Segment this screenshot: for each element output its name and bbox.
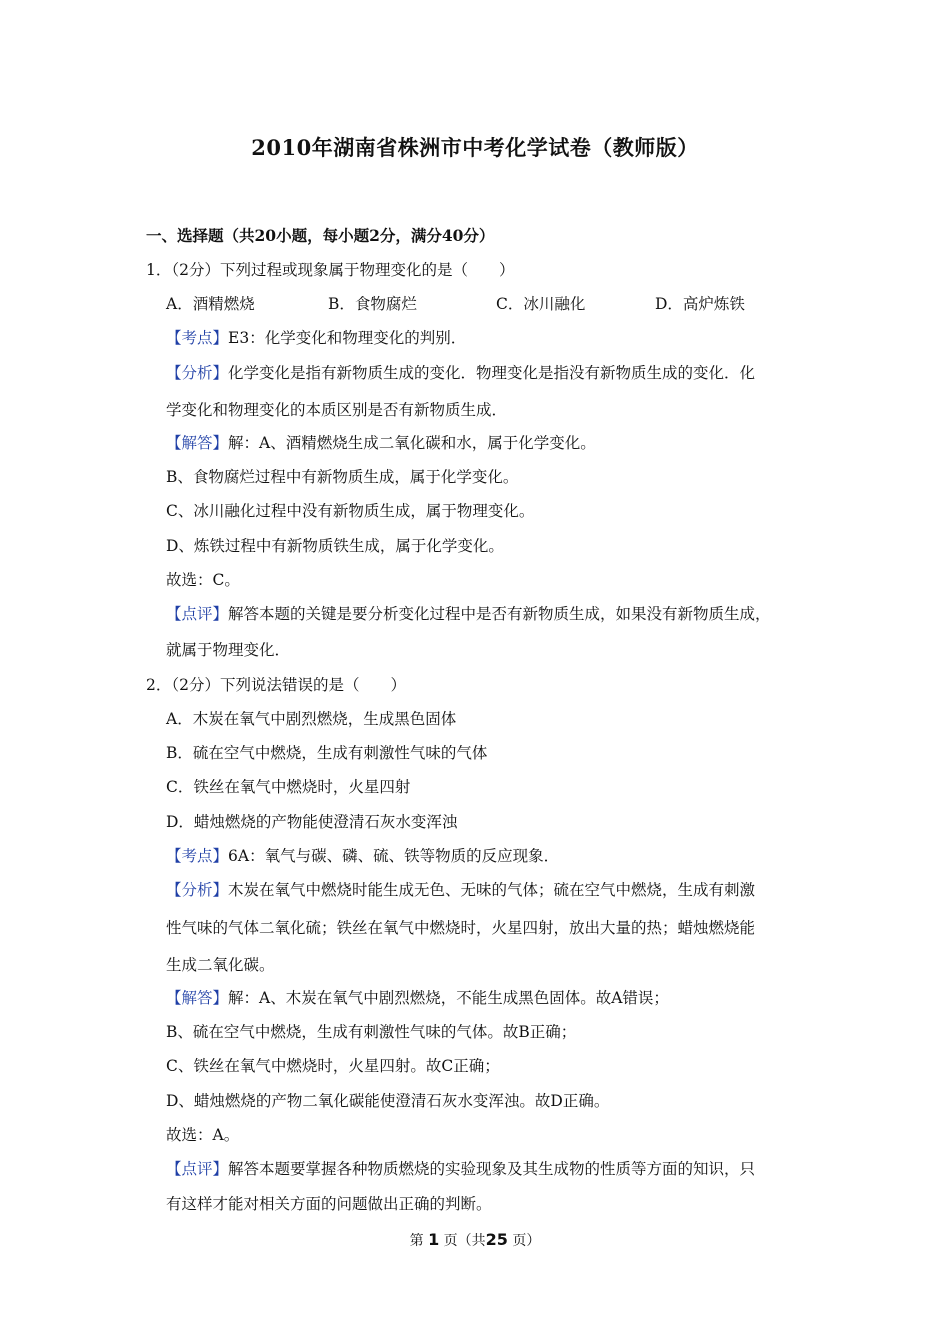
question-1-dianping-cont: 就属于物理变化． [166,641,291,659]
question-2-kaodian [166,844,559,866]
dianping-tag: 【点评】 [166,605,229,623]
question-1-option-a: A．酒精燃烧 [166,295,255,313]
jieda-text: 解：A、木炭在氧气中剧烈燃烧，不能生成黑色固体。故A错误； [228,989,669,1007]
question-2-stem: 2．（2分）下列说法错误的是（ ） [146,676,406,694]
kaodian-tag: 【考点】 [166,847,229,865]
footer-suffix: 页） [512,1233,541,1249]
question-1-jieda-c: C、冰川融化过程中没有新物质生成，属于物理变化。 [166,502,535,520]
question-1-stem: 1．（2分）下列过程或现象属于物理变化的是（ ） [146,261,515,279]
jieda-tag: 【解答】 [166,434,229,452]
section-heading: 一、选择题（共20小题，每小题2分，满分40分） [146,226,495,245]
dianping-text: 解答本题要掌握各种物质燃烧的实验现象及其生成物的性质等方面的知识，只 [228,1160,756,1178]
fenxi-text: 木炭在氧气中燃烧时能生成无色、无味的气体；硫在空气中燃烧，生成有刺激 [228,881,756,899]
dianping-text: 解答本题的关键是要分析变化过程中是否有新物质生成，如果没有新物质生成， [228,605,771,623]
question-1-answer: 故选：C。 [166,571,240,589]
fenxi-tag: 【分析】 [166,881,229,899]
question-2-jieda-c: C、铁丝在氧气中燃烧时，火星四射。故C正确； [166,1057,500,1075]
question-2-jieda-b: B、硫在空气中燃烧，生成有刺激性气味的气体。故B正确； [166,1023,577,1041]
question-2-option-b: B．硫在空气中燃烧，生成有刺激性气味的气体 [166,744,488,762]
fenxi-text: 化学变化是指有新物质生成的变化．物理变化是指没有新物质生成的变化．化 [228,364,756,382]
question-1-jieda-b: B、食物腐烂过程中有新物质生成，属于化学变化。 [166,468,519,486]
question-2-jieda [166,986,669,1008]
fenxi-tag: 【分析】 [166,364,229,382]
footer-total-pages: 25 [485,1230,508,1249]
question-2-option-c: C．铁丝在氧气中燃烧时，火星四射 [166,778,411,796]
question-2-option-d: D．蜡烛燃烧的产物能使澄清石灰水变浑浊 [166,813,458,831]
jieda-text: 解：A、酒精燃烧生成二氧化碳和水，属于化学变化。 [228,434,596,452]
question-1-fenxi-cont: 学变化和物理变化的本质区别是否有新物质生成． [166,401,508,419]
question-1-dianping [166,602,771,624]
kaodian-tag: 【考点】 [166,329,229,347]
question-1-jieda [166,431,596,453]
footer-mid: 页（共 [443,1233,486,1249]
question-2-fenxi [166,878,755,900]
question-2-fenxi-cont-1: 性气味的气体二氧化硫；铁丝在氧气中燃烧时，火星四射，放出大量的热；蜡烛燃烧能 [166,919,756,937]
question-2-dianping [166,1157,755,1179]
question-1-kaodian [166,326,466,348]
question-2-fenxi-cont-2: 生成二氧化碳。 [166,956,275,974]
kaodian-text: E3：化学变化和物理变化的判别． [228,329,467,347]
question-1-option-c: C．冰川融化 [496,295,586,313]
question-2-option-a: A．木炭在氧气中剧烈燃烧，生成黑色固体 [166,710,457,728]
question-1-option-b: B．食物腐烂 [328,295,417,313]
jieda-tag: 【解答】 [166,989,229,1007]
question-1-jieda-d: D、炼铁过程中有新物质铁生成，属于化学变化。 [166,537,504,555]
question-1-fenxi [166,361,755,383]
footer-prefix: 第 [409,1233,424,1249]
question-1-option-d: D．高炉炼铁 [655,295,745,313]
kaodian-text: 6A：氧气与碳、磷、硫、铁等物质的反应现象． [228,847,560,865]
question-2-answer: 故选：A。 [166,1126,240,1144]
question-2-dianping-cont: 有这样才能对相关方面的问题做出正确的判断。 [166,1195,492,1213]
footer-page-number: 1 [428,1230,440,1249]
question-2-jieda-d: D、蜡烛燃烧的产物二氧化碳能使澄清石灰水变浑浊。故D正确。 [166,1092,610,1110]
page-footer [0,1230,950,1250]
dianping-tag: 【点评】 [166,1160,229,1178]
page-title: 2010年湖南省株洲市中考化学试卷（教师版） [251,135,699,160]
